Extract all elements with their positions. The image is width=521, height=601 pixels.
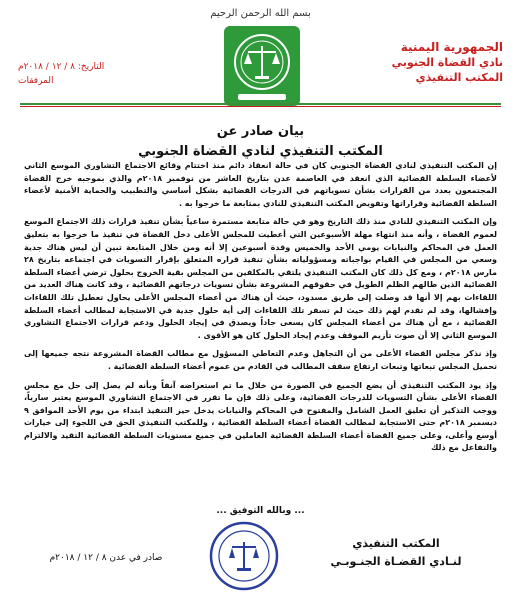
attachments-label: المرفقات	[18, 76, 54, 86]
office-name: المكتب التنفيذي	[415, 71, 503, 84]
club-name: نادي القضاة الجنوبي	[391, 56, 503, 69]
body-paragraph-4: وإذ يود المكتب التنفيذي أن يضع الجميع في الصورة من خلال ما تم استعراضه آنفاً وبأنه لم يصل إلى حل مع مجلس القضاء الأعلى بشأن التسويات للدرجات القضائية، وعلى ذلك فإن ما تقرر في الاجتماع التشاوري الموسع يعتبر سارياً، ووجب التذكير أن تعليق العمل الشامل والمفتوح في المحاكم والنيابات يدخل حيز التنفيذ ابتداء من يوم الأحد الموافق ٩ ديسمبر ٢٠١٨م حتى الاستجابة لمطالب القضاة أعضاء السلطة القضائية ، وللمكتب التنفيذي الحق في اللجوء إلى خيارات أوسع وأعلى، وعلى جميع القضاة أعضاء السلطة القضائية العاملين في جميع مستويات السلطة القضائية التقيد والالتزام والتفاعل مع ذلك	[24, 380, 498, 453]
bismillah: بسم الله الرحمن الرحيم	[210, 8, 311, 19]
body-paragraph-1: إن المكتب التنفيذي لنادي القضاة الجنوبي كان في حالة انعقاد دائم منذ اختتام وقائع الاجتماع التشاوري الموسع الثاني لأعضاء السلطة القضائية الذي انعقد في العاصمة عدن بتاريخ العاشر من نوفمبر ٢٠١٨م والذي بموجبه خرج القضاة المجتمعون بعدد من القرارات بشأن تسوياتهم في الدرجات القضائية بشكل أساسي والتطبيب والحماية الأمنية لأعضاء السلطة القضائية وقراراتها وتفويض المكتب التنفيذي للنادي بمتابعة ما خرجوا به .	[24, 161, 498, 208]
statement-body	[24, 160, 497, 461]
country-name: الجمهورية اليمنية	[400, 40, 503, 54]
title-line-1: بيان صادر عن	[216, 124, 305, 139]
letterhead-meta	[18, 60, 178, 88]
date-label: التاريخ: ٨ / ١٢ / ٢٠١٨م	[18, 62, 105, 72]
issue-place-date: صادر في عدن ٨ / ١٢ / ٢٠١٨م	[49, 553, 163, 563]
header-divider-red	[20, 106, 501, 107]
letterhead-org	[353, 40, 503, 85]
body-paragraph-2: وإن المكتب التنفيذي للنادي منذ ذلك التاريخ وهو في حالة متابعة مستمرة ساعياً بشأن تنفيذ قرارات ذلك الاجتماع الموسع لعموم القضاة ، وأنه منذ انتهاء مهلة الأسبوعين التي أعطيت للمجلس الأعلى دخل القضاة في تنفيذ ما خرجوا به بتعليق العمل في المحاكم والنيابات يومي الأحد والخميس وقدة أسبوعين إلا أنه ومن خلال المتابعة تبين أن ليس هناك جدية وسعي من المجلس في القيام بواجباته ومسؤولياته بشأن تنفيذ قراره المتعلق بإقرار التسويات في اجتماعه بتاريخ ٢٨ مارس ٢٠١٨م ، ومع كل ذلك كان المكتب التنفيذي يلتقي بالمكلفين من المجلس بقية الخروج بحلول ترضي أعضاء السلطة القضائية الذين طالهم الظلم الطويل في حقوقهم المشروعة بشأن تسويات درجاتهم القضائية ، وقد كانت هناك العديد من اللقاءات بهم إلا أنها قد وصلت إلى طريق مسدود، حيث أن هناك من أعضاء المجلس الأعلى يحاول تعطيل تلك اللقاءات وإفشالها، وقد لم تقدم لهم ذلك حيث لم تسفر تلك اللقاءات إلى أية حلول جدية في الاستجابة لمطالب أعضاء السلطة القضائية ، مع أن هناك من أعضاء المجلس كان يسعى جاداً ويصدق في إيجاد الحلول ودعم قرارات الاجتماع التشاوري الموسع الثاني إلا أن صوت تأزيم الموقف وعدم إيجاد الحلول كان هو الأقوى .	[24, 217, 497, 340]
statement-title	[0, 122, 521, 162]
club-logo-icon	[224, 26, 300, 106]
signature-block	[311, 535, 481, 571]
signature-line-1: المكتب التنفيذي	[352, 537, 440, 550]
signature-line-2: لنـادي القضـاة الجنـوبـي	[330, 555, 462, 568]
header-divider	[20, 103, 501, 105]
seal-stamp-icon	[208, 520, 280, 592]
body-paragraph-3: وإذ نذكر مجلس القضاء الأعلى من أن التجاهل وعدم التعاطي المسؤول مع مطالب القضاة المشروعة نتجه جميعها إلى تحميل المجلس تبعاتها وتبعات ارتفاع سقف المطالب في القادم من عموم أعضاء السلطة القضائية .	[24, 349, 497, 371]
title-line-2: المكتب التنفيذي لنادي القضاة الجنوبي	[138, 144, 383, 159]
closing-phrase: ... وبالله التوفيق ...	[216, 506, 305, 516]
